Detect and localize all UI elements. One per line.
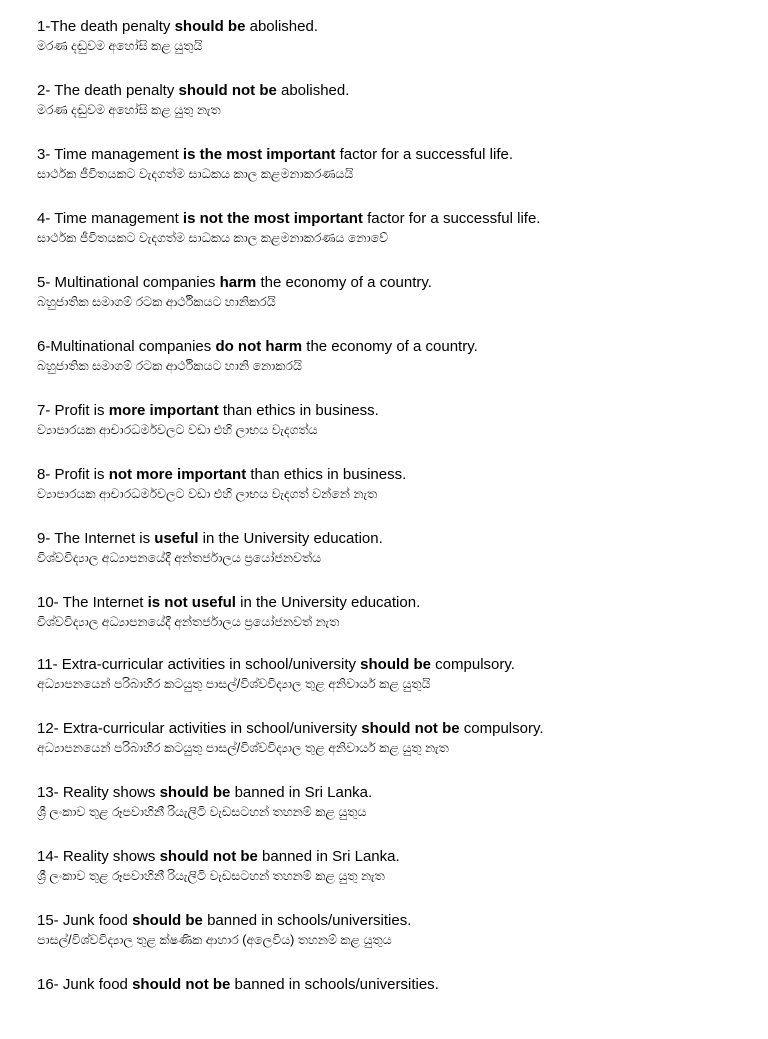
statement-emphasis: should be xyxy=(360,656,432,673)
statement-emphasis: is the most important xyxy=(182,146,336,163)
statement-sinhala: ශ්‍රී ලංකාව තුළ රූපවාහිනී රියැලිටි වැඩසටහන් තහනම් කළ යුතු නැත xyxy=(37,869,385,883)
statement-emphasis: useful xyxy=(154,530,199,547)
statement-item xyxy=(37,911,768,975)
statement-english: 12- Extra-curricular activities in school/university should not be compulsory. xyxy=(37,720,544,737)
statement-item xyxy=(37,401,768,465)
statement-item xyxy=(37,975,768,1039)
statement-emphasis: should not be xyxy=(132,976,231,993)
statement-sinhala: අධ්‍යාපනයෙන් පරිබාහිර කටයුතු පාසල්/විශ්වවිද්‍යාල තුළ අනිවාර්ය කළ යුතුයි xyxy=(37,677,431,691)
statement-item xyxy=(37,145,768,209)
statement-sinhala: බහුජාතික සමාගම් රටක ආර්ථිකයට හානිකරයි xyxy=(37,295,276,309)
statement-english: 14- Reality shows should not be banned in Sri Lanka. xyxy=(37,848,400,865)
statement-item xyxy=(37,655,768,719)
statement-item xyxy=(37,847,768,911)
statement-sinhala: මරණ දඬුවම අහෝසි කළ යුතුයි xyxy=(37,39,203,53)
statement-emphasis: should be xyxy=(174,18,246,35)
statement-item xyxy=(37,209,768,273)
statement-english: 3- Time management is the most important factor for a successful life. xyxy=(37,146,513,163)
statement-item xyxy=(37,17,768,81)
statement-item xyxy=(37,529,768,593)
statement-item xyxy=(37,81,768,145)
statement-item xyxy=(37,593,768,655)
statement-sinhala: පාසල්/විශ්වවිද්‍යාල තුළ ක්ෂණික ආහාර (අලෙවිය) තහනම් කළ යුතුය xyxy=(37,933,392,947)
statement-emphasis: should not be xyxy=(159,848,258,865)
statement-emphasis: not more important xyxy=(108,466,247,483)
statement-english: 11- Extra-curricular activities in school/university should be compulsory. xyxy=(37,656,515,673)
statement-emphasis: harm xyxy=(219,274,257,291)
statement-item xyxy=(37,465,768,529)
statement-english: 7- Profit is more important than ethics in business. xyxy=(37,402,379,419)
statement-english: 9- The Internet is useful in the University education. xyxy=(37,530,383,547)
statement-sinhala: සාර්ථක ජීවිතයකට වැදගත්ම සාධකය කාල කළමනාකරණය නොවේ xyxy=(37,231,389,245)
statement-sinhala: අධ්‍යාපනයෙන් පරිබාහිර කටයුතු පාසල්/විශ්වවිද්‍යාල තුළ අනිවාර්ය කළ යුතු නැත xyxy=(37,741,449,755)
statement-item xyxy=(37,783,768,847)
statement-english: 8- Profit is not more important than ethics in business. xyxy=(37,466,407,483)
statement-english: 15- Junk food should be banned in schools/universities. xyxy=(37,912,412,929)
statement-english: 6-Multinational companies do not harm the economy of a country. xyxy=(37,338,478,355)
statement-emphasis: is not useful xyxy=(147,594,236,611)
statement-english: 5- Multinational companies harm the economy of a country. xyxy=(37,274,432,291)
statement-emphasis: should be xyxy=(132,912,203,929)
statement-english: 10- The Internet is not useful in the University education. xyxy=(37,594,421,611)
statement-sinhala: ශ්‍රී ලංකාව තුළ රූපවාහිනී රියැලිටි වැඩසටහන් තහනම් කළ යුතුය xyxy=(37,805,367,819)
statement-english: 4- Time management is not the most important factor for a successful life. xyxy=(37,210,541,227)
statement-item xyxy=(37,337,768,401)
statement-sinhala: විශ්වවිද්‍යාල අධ්‍යාපනයේදී අන්තර්ජාලය ප්‍රයෝජනවත්ය xyxy=(37,551,322,565)
statement-sinhala: විශ්වවිද්‍යාල අධ්‍යාපනයේදී අන්තර්ජාලය ප්‍රයෝජනවත් නැත xyxy=(37,615,340,629)
statement-sinhala: සාර්ථක ජීවිතයකට වැදගත්ම සාධකය කාල කළමනාකරණයයි xyxy=(37,167,354,181)
statement-english: 2- The death penalty should not be abolished. xyxy=(37,82,350,99)
statement-emphasis: should be xyxy=(159,784,231,801)
statement-emphasis: is not the most important xyxy=(182,210,363,227)
statement-emphasis: should not be xyxy=(361,720,460,737)
statement-english: 13- Reality shows should be banned in Sri Lanka. xyxy=(37,784,373,801)
statement-sinhala: ව්‍යාපාරයක ආචාරධර්මවලට වඩා එහි ලාභය වැදගත් වන්නේ නැත xyxy=(37,487,378,501)
statement-sinhala: මරණ දඬුවම අහෝසි කළ යුතු නැත xyxy=(37,103,221,117)
statement-emphasis: should not be xyxy=(178,82,277,99)
statement-english: 1-The death penalty should be abolished. xyxy=(37,18,318,35)
statement-sinhala: බහුජාතික සමාගම් රටක ආර්ථිකයට හානි නොකරයි xyxy=(37,359,302,373)
statement-item xyxy=(37,273,768,337)
statement-english: 16- Junk food should not be banned in schools/universities. xyxy=(37,976,439,993)
statement-emphasis: do not harm xyxy=(215,338,303,355)
statement-emphasis: more important xyxy=(108,402,219,419)
statement-item xyxy=(37,719,768,783)
statement-sinhala: ව්‍යාපාරයක ආචාරධර්මවලට වඩා එහි ලාභය වැදගත්ය xyxy=(37,423,318,437)
